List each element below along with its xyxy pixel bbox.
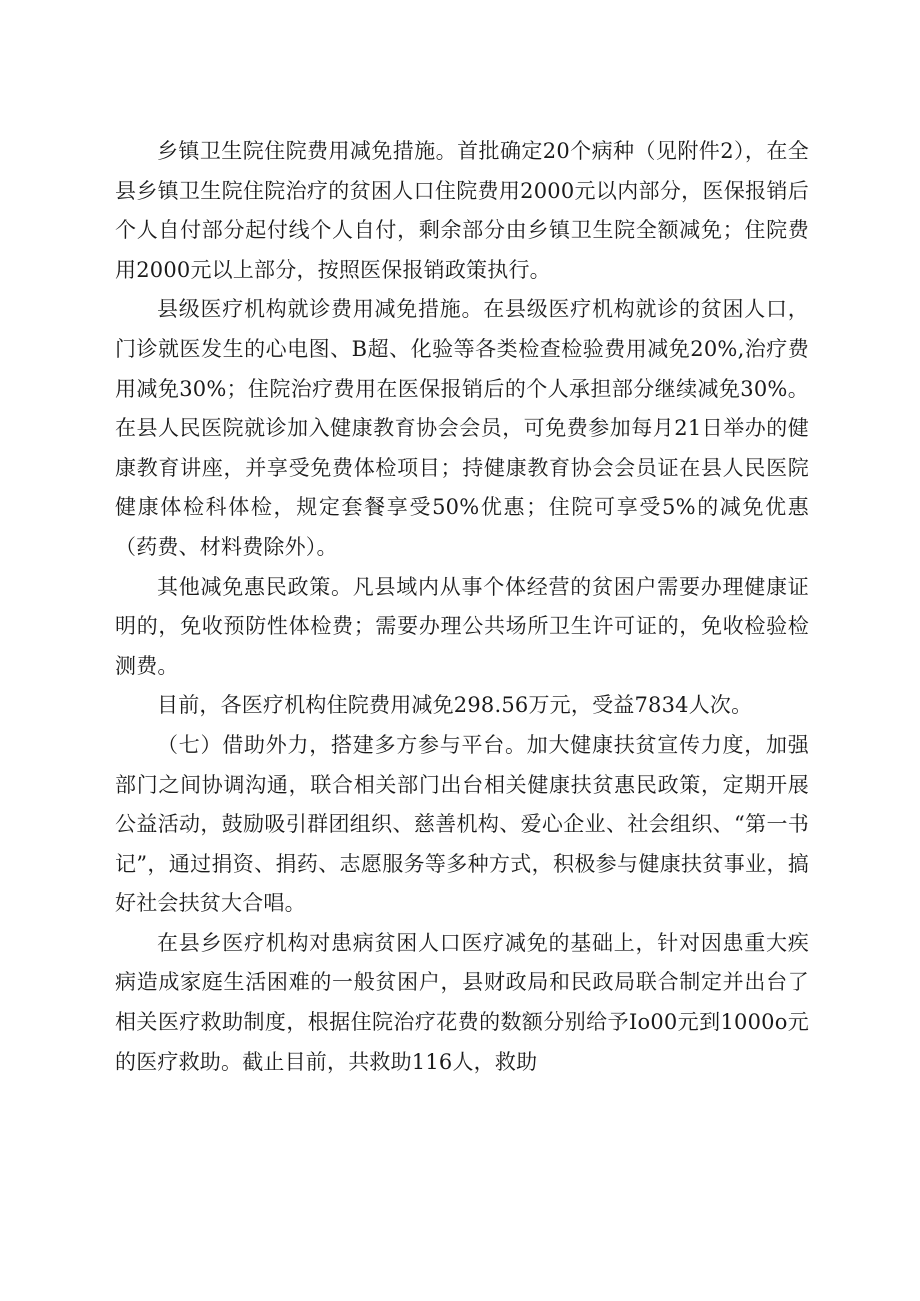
paragraph-medical-assistance: 在县乡医疗机构对患病贫困人口医疗减免的基础上，针对因患重大疾病造成家庭生活困难的一般贫困户，县财政局和民政局联合制定并出台了相关医疗救助制度，根据住院治疗花费的数额分别给予Io00元到1000o元的医疗救助。截止目前，共救助116人，救助 bbox=[115, 930, 809, 1074]
paragraph-current-results: 目前，各医疗机构住院费用减免298.56万元，受益7834人次。 bbox=[157, 693, 753, 718]
document-body bbox=[115, 132, 809, 1082]
paragraph-county-medical-reduction: 县级医疗机构就诊费用减免措施。在县级医疗机构就诊的贫困人口，门诊就医发生的心电图、B超、化验等各类检查检验费用减免20%,治疗费用减免30%；住院治疗费用在医保报销后的个人承担部分继续减免30%。在县人民医院就诊加入健康教育协会会员，可免费参加每月21日举办的健康教育讲座，并享受免费体检项目；持健康教育协会会员证在县人民医院健康体检科体检，规定套餐享受50%优惠；住院可享受5%的减免优惠（药费、材料费除外）。 bbox=[115, 297, 809, 559]
paragraph-other-policies: 其他减免惠民政策。凡县域内从事个体经营的贫困户需要办理健康证明的，免收预防性体检费；需要办理公共场所卫生许可证的，免收检验检测费。 bbox=[115, 574, 809, 678]
paragraph-township-hospital-reduction: 乡镇卫生院住院费用减免措施。首批确定20个病种（见附件2），在全县乡镇卫生院住院治疗的贫困人口住院费用2000元以内部分，医保报销后个人自付部分起付线个人自付，剩余部分由乡镇卫生院全额减免；住院费用2000元以上部分，按照医保报销政策执行。 bbox=[115, 139, 809, 282]
paragraph-external-support: （七）借助外力，搭建多方参与平台。加大健康扶贫宣传力度，加强部门之间协调沟通，联合相关部门出台相关健康扶贫惠民政策，定期开展公益活动，鼓励吸引群团组织、慈善机构、爱心企业、社会组织、“第一书记”，通过捐资、捐药、志愿服务等多种方式，积极参与健康扶贫事业，搞好社会扶贫大合唱。 bbox=[115, 732, 809, 916]
